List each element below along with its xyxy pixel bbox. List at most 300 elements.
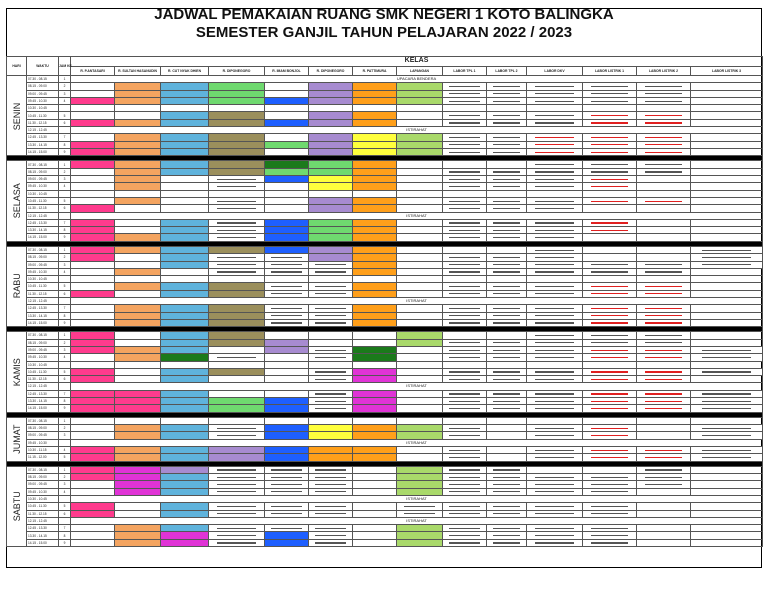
schedule-row	[7, 112, 763, 119]
schedule-row	[7, 319, 763, 326]
room-slot	[161, 376, 209, 383]
room-slot	[691, 290, 763, 297]
room-slot	[161, 398, 209, 405]
room-slot	[209, 219, 265, 226]
room-slot	[161, 83, 209, 90]
period-cell: 8	[59, 227, 71, 234]
room-slot	[209, 168, 265, 175]
period-cell: 7	[59, 305, 71, 312]
room-slot	[637, 90, 691, 97]
room-slot	[691, 305, 763, 312]
empty-cell	[487, 190, 527, 197]
room-slot	[309, 346, 353, 353]
room-slot	[637, 148, 691, 155]
room-slot	[397, 346, 443, 353]
time-cell: 12.45 - 13.30	[27, 219, 59, 226]
room-slot	[71, 161, 115, 168]
room-slot	[583, 390, 637, 397]
schedule-row	[7, 234, 763, 241]
room-slot	[71, 376, 115, 383]
empty-cell	[691, 105, 763, 112]
room-slot	[637, 425, 691, 432]
room-slot	[527, 205, 583, 212]
room-slot	[397, 305, 443, 312]
room-slot	[309, 481, 353, 488]
room-slot	[161, 417, 209, 424]
room-slot	[115, 197, 161, 204]
schedule-row	[7, 261, 763, 268]
room-slot	[527, 227, 583, 234]
room-slot	[265, 161, 309, 168]
room-slot	[583, 454, 637, 461]
empty-cell	[583, 361, 637, 368]
room-slot	[71, 319, 115, 326]
room-slot	[583, 503, 637, 510]
room-slot	[161, 268, 209, 275]
room-slot	[71, 119, 115, 126]
room-slot	[71, 134, 115, 141]
break-cell: ISTIRAHAT	[71, 212, 763, 219]
room-slot	[637, 227, 691, 234]
room-header: R. DIPONEGORO	[209, 67, 265, 76]
room-slot	[397, 83, 443, 90]
room-slot	[309, 305, 353, 312]
period-cell: 1	[59, 466, 71, 473]
room-slot	[161, 339, 209, 346]
room-slot	[443, 312, 487, 319]
schedule-row	[7, 168, 763, 175]
room-slot	[637, 283, 691, 290]
room-slot	[397, 119, 443, 126]
period-cell: 7	[59, 525, 71, 532]
room-slot	[115, 474, 161, 481]
room-slot	[583, 168, 637, 175]
room-slot	[265, 481, 309, 488]
room-slot	[397, 161, 443, 168]
room-slot	[527, 488, 583, 495]
room-slot	[487, 376, 527, 383]
room-slot	[443, 405, 487, 412]
room-slot	[265, 390, 309, 397]
room-slot	[209, 319, 265, 326]
day-label: RABU	[7, 246, 27, 326]
period-cell: 6	[59, 205, 71, 212]
room-slot	[161, 176, 209, 183]
time-cell: 07.30 - 08.15	[27, 417, 59, 424]
room-slot	[265, 168, 309, 175]
room-slot	[443, 290, 487, 297]
period-cell: 6	[59, 290, 71, 297]
room-slot	[443, 227, 487, 234]
room-slot	[265, 134, 309, 141]
room-slot	[397, 141, 443, 148]
room-slot	[527, 319, 583, 326]
room-slot	[527, 425, 583, 432]
room-slot	[443, 390, 487, 397]
room-slot	[115, 354, 161, 361]
room-slot	[265, 398, 309, 405]
room-slot	[265, 119, 309, 126]
room-slot	[583, 398, 637, 405]
room-slot	[691, 525, 763, 532]
room-slot	[71, 141, 115, 148]
room-slot	[115, 183, 161, 190]
room-slot	[209, 161, 265, 168]
room-slot	[487, 205, 527, 212]
period-cell: 4	[59, 268, 71, 275]
room-slot	[691, 447, 763, 454]
room-slot	[115, 481, 161, 488]
room-slot	[209, 466, 265, 473]
room-slot	[161, 90, 209, 97]
room-slot	[353, 398, 397, 405]
room-slot	[115, 219, 161, 226]
schedule-row	[7, 361, 763, 368]
room-slot	[71, 183, 115, 190]
room-slot	[161, 354, 209, 361]
room-slot	[309, 141, 353, 148]
schedule-row	[7, 439, 763, 446]
room-slot	[583, 261, 637, 268]
room-slot	[71, 312, 115, 319]
empty-cell	[527, 276, 583, 283]
time-cell: 11.30 - 12.15	[27, 205, 59, 212]
room-slot	[353, 488, 397, 495]
room-slot	[309, 112, 353, 119]
room-slot	[161, 305, 209, 312]
room-slot	[353, 219, 397, 226]
room-slot	[691, 141, 763, 148]
room-slot	[115, 83, 161, 90]
room-slot	[161, 227, 209, 234]
empty-cell	[161, 190, 209, 197]
room-slot	[487, 398, 527, 405]
room-slot	[353, 503, 397, 510]
room-slot	[527, 234, 583, 241]
period-cell: 1	[59, 417, 71, 424]
empty-cell	[353, 361, 397, 368]
room-slot	[209, 268, 265, 275]
room-slot	[443, 90, 487, 97]
schedule-row	[7, 83, 763, 90]
room-slot	[397, 254, 443, 261]
room-slot	[583, 90, 637, 97]
room-slot	[209, 227, 265, 234]
room-slot	[691, 90, 763, 97]
room-slot	[161, 246, 209, 253]
room-slot	[265, 376, 309, 383]
room-slot	[71, 481, 115, 488]
schedule-row	[7, 532, 763, 539]
schedule-row	[7, 425, 763, 432]
schedule-row	[7, 268, 763, 275]
room-slot	[583, 532, 637, 539]
period-cell: 5	[59, 503, 71, 510]
room-slot	[397, 417, 443, 424]
room-slot	[527, 447, 583, 454]
empty-cell	[353, 276, 397, 283]
room-slot	[487, 90, 527, 97]
room-slot	[443, 432, 487, 439]
room-slot	[309, 332, 353, 339]
room-slot	[71, 332, 115, 339]
room-slot	[637, 405, 691, 412]
time-cell: 09.45 - 10.30	[27, 97, 59, 104]
empty-cell	[691, 361, 763, 368]
time-cell: 11.30 - 12.15	[27, 376, 59, 383]
room-slot	[265, 447, 309, 454]
room-slot	[637, 197, 691, 204]
period-cell: 9	[59, 148, 71, 155]
room-slot	[527, 148, 583, 155]
room-slot	[397, 481, 443, 488]
room-slot	[115, 405, 161, 412]
time-cell: 12.45 - 13.30	[27, 305, 59, 312]
empty-cell	[71, 361, 115, 368]
room-slot	[487, 525, 527, 532]
room-slot	[161, 219, 209, 226]
schedule-row	[7, 176, 763, 183]
room-slot	[443, 168, 487, 175]
schedule-row	[7, 332, 763, 339]
room-slot	[265, 148, 309, 155]
room-slot	[443, 283, 487, 290]
room-slot	[583, 205, 637, 212]
room-slot	[353, 261, 397, 268]
schedule-row	[7, 398, 763, 405]
schedule-row	[7, 119, 763, 126]
room-slot	[487, 312, 527, 319]
room-header: R. IMAM BONJOL	[265, 67, 309, 76]
time-cell: 12.45 - 13.30	[27, 525, 59, 532]
room-slot	[443, 161, 487, 168]
period-cell: 6	[59, 119, 71, 126]
room-slot	[443, 332, 487, 339]
room-slot	[161, 390, 209, 397]
room-header: R. PATTIMURA	[353, 67, 397, 76]
room-slot	[71, 268, 115, 275]
room-slot	[527, 141, 583, 148]
schedule-row	[7, 148, 763, 155]
room-slot	[443, 148, 487, 155]
room-slot	[265, 354, 309, 361]
room-slot	[487, 332, 527, 339]
room-slot	[115, 176, 161, 183]
room-slot	[353, 510, 397, 517]
time-cell: 12.45 - 13.30	[27, 134, 59, 141]
empty-cell	[397, 190, 443, 197]
room-slot	[209, 474, 265, 481]
room-slot	[691, 97, 763, 104]
empty-cell	[583, 190, 637, 197]
room-slot	[397, 332, 443, 339]
period-cell: 4	[59, 447, 71, 454]
room-slot	[353, 268, 397, 275]
period-cell	[59, 127, 71, 134]
room-slot	[397, 205, 443, 212]
room-slot	[115, 90, 161, 97]
room-slot	[209, 134, 265, 141]
period-cell: 9	[59, 234, 71, 241]
room-slot	[161, 183, 209, 190]
room-slot	[527, 466, 583, 473]
empty-cell	[265, 361, 309, 368]
empty-cell	[309, 361, 353, 368]
empty-cell	[115, 361, 161, 368]
room-slot	[443, 234, 487, 241]
room-slot	[487, 474, 527, 481]
room-slot	[443, 503, 487, 510]
room-slot	[115, 112, 161, 119]
room-slot	[487, 227, 527, 234]
empty-cell	[115, 105, 161, 112]
room-slot	[209, 283, 265, 290]
room-slot	[161, 119, 209, 126]
empty-cell	[443, 190, 487, 197]
schedule-row	[7, 90, 763, 97]
time-cell: 10.45 - 11.30	[27, 112, 59, 119]
room-slot	[637, 481, 691, 488]
room-slot	[527, 290, 583, 297]
room-slot	[71, 97, 115, 104]
room-slot	[353, 305, 397, 312]
room-slot	[115, 376, 161, 383]
room-slot	[443, 425, 487, 432]
room-slot	[309, 268, 353, 275]
room-slot	[691, 312, 763, 319]
room-slot	[265, 319, 309, 326]
room-slot	[209, 339, 265, 346]
room-slot	[71, 454, 115, 461]
time-cell: 11.30 - 12.15	[27, 510, 59, 517]
room-slot	[397, 474, 443, 481]
schedule-row	[7, 227, 763, 234]
room-slot	[637, 312, 691, 319]
room-slot	[583, 219, 637, 226]
day-label: SABTU	[7, 466, 27, 546]
empty-cell	[353, 105, 397, 112]
room-slot	[443, 539, 487, 546]
room-slot	[397, 539, 443, 546]
room-slot	[487, 390, 527, 397]
room-slot	[691, 205, 763, 212]
room-slot	[691, 376, 763, 383]
schedule-row	[7, 141, 763, 148]
room-slot	[115, 134, 161, 141]
room-slot	[209, 390, 265, 397]
room-slot	[691, 234, 763, 241]
room-slot	[637, 112, 691, 119]
room-slot	[583, 134, 637, 141]
room-slot	[443, 305, 487, 312]
schedule-row	[7, 390, 763, 397]
room-slot	[583, 268, 637, 275]
room-slot	[115, 148, 161, 155]
room-slot	[71, 539, 115, 546]
room-slot	[691, 474, 763, 481]
schedule-row	[7, 447, 763, 454]
room-slot	[353, 168, 397, 175]
room-slot	[209, 417, 265, 424]
room-slot	[637, 454, 691, 461]
time-cell: 14.15 - 15.00	[27, 539, 59, 546]
room-slot	[691, 532, 763, 539]
room-slot	[397, 90, 443, 97]
room-slot	[691, 254, 763, 261]
period-cell: 1	[59, 76, 71, 83]
room-slot	[691, 417, 763, 424]
room-slot	[71, 261, 115, 268]
room-slot	[527, 134, 583, 141]
room-slot	[397, 339, 443, 346]
time-cell: 10.30 - 10.45	[27, 276, 59, 283]
empty-cell	[487, 361, 527, 368]
room-slot	[265, 425, 309, 432]
room-slot	[265, 183, 309, 190]
room-slot	[487, 539, 527, 546]
room-slot	[161, 368, 209, 375]
room-slot	[161, 488, 209, 495]
room-slot	[691, 425, 763, 432]
room-slot	[161, 447, 209, 454]
room-slot	[353, 90, 397, 97]
room-slot	[527, 283, 583, 290]
time-cell: 11.15 - 12.00	[27, 454, 59, 461]
period-cell	[59, 361, 71, 368]
room-slot	[161, 332, 209, 339]
time-cell: 09.45 - 10.30	[27, 183, 59, 190]
room-slot	[161, 168, 209, 175]
schedule-row	[7, 183, 763, 190]
room-slot	[487, 268, 527, 275]
room-slot	[265, 141, 309, 148]
period-cell: 7	[59, 134, 71, 141]
room-slot	[397, 227, 443, 234]
room-slot	[527, 268, 583, 275]
time-cell: 08.15 - 09.00	[27, 254, 59, 261]
header-jam-ke: JAM KE	[59, 57, 71, 76]
empty-cell	[265, 105, 309, 112]
empty-cell	[637, 105, 691, 112]
time-cell: 10.30 - 10.45	[27, 495, 59, 502]
room-slot	[209, 141, 265, 148]
empty-cell	[161, 105, 209, 112]
room-slot	[527, 368, 583, 375]
room-slot	[691, 510, 763, 517]
room-slot	[209, 254, 265, 261]
time-cell: 11.30 - 12.15	[27, 119, 59, 126]
header-waktu: WAKTU	[27, 57, 59, 76]
room-slot	[115, 119, 161, 126]
room-slot	[209, 376, 265, 383]
room-slot	[115, 454, 161, 461]
room-slot	[161, 234, 209, 241]
room-slot	[583, 161, 637, 168]
room-header: LABOR TPL 2	[487, 67, 527, 76]
period-cell: 2	[59, 425, 71, 432]
time-cell: 09.00 - 09.45	[27, 481, 59, 488]
room-slot	[443, 112, 487, 119]
room-slot	[637, 398, 691, 405]
empty-cell	[443, 105, 487, 112]
room-slot	[527, 432, 583, 439]
room-slot	[309, 254, 353, 261]
room-slot	[637, 205, 691, 212]
room-slot	[397, 354, 443, 361]
schedule-row	[7, 466, 763, 473]
empty-cell	[397, 105, 443, 112]
time-cell: 07.30 - 08.15	[27, 76, 59, 83]
